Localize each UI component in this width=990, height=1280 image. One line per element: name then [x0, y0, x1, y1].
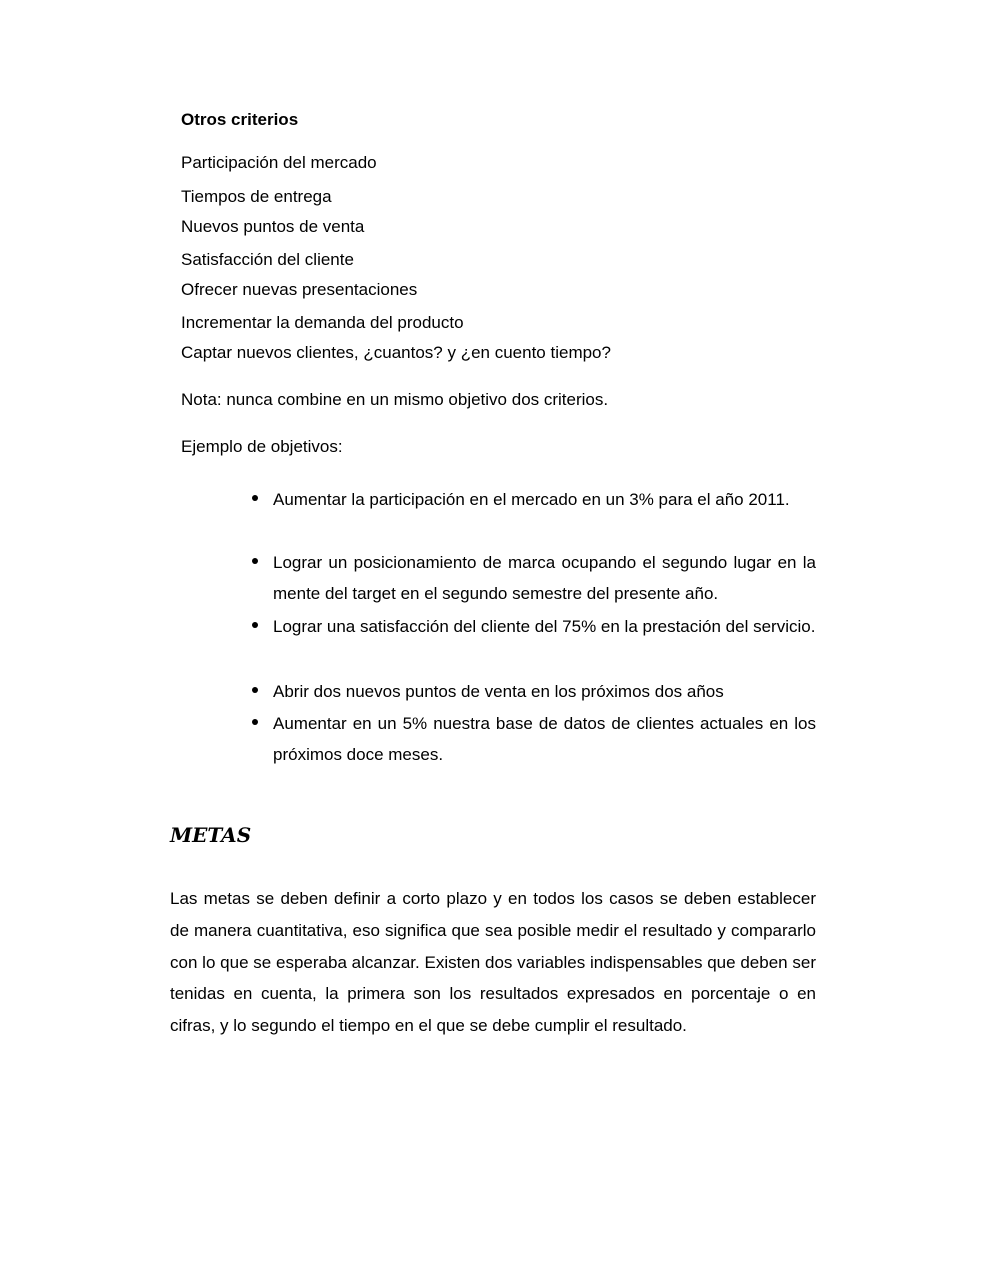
examples-label: Ejemplo de objetivos: [181, 437, 343, 456]
criteria-item: Participación del mercado [181, 153, 377, 172]
objective-text: Lograr un posicionamiento de marca ocupando el segundo lugar en la mente del target en el segundo semestre del presente año. [273, 553, 816, 603]
criteria-item: Satisfacción del cliente [181, 250, 354, 269]
criteria-item: Nuevos puntos de venta [181, 217, 365, 236]
note-text: Nota: nunca combine en un mismo objetivo dos criterios. [181, 390, 609, 409]
bullet-icon [252, 558, 258, 564]
objective-text: Aumentar en un 5% nuestra base de datos de clientes actuales en los próximos doce meses. [273, 714, 816, 764]
bullet-icon [252, 719, 258, 725]
metas-paragraph: Las metas se deben definir a corto plazo y en todos los casos se deben establecer de manera cuantitativa, eso significa que sea posible medir el resultado y compararlo con lo que se esperaba alcanzar. Existen dos variables indispensables que deben ser tenidas en cuenta, la primera son los resultados expresados en porcentaje o en cifras, y lo segundo el tiempo en el que se debe cumplir el resultado. [170, 889, 816, 1036]
bullet-icon [252, 622, 258, 628]
criteria-item: Ofrecer nuevas presentaciones [181, 280, 418, 299]
bullet-icon [252, 687, 258, 693]
objective-item [250, 708, 816, 770]
objective-text: Lograr una satisfacción del cliente del 75% en la prestación del servicio. [273, 617, 816, 636]
bullet-icon [252, 495, 258, 501]
objective-item [250, 611, 816, 642]
objective-text: Aumentar la participación en el mercado en un 3% para el año 2011. [273, 490, 790, 509]
objective-item [250, 484, 816, 515]
objective-text: Abrir dos nuevos puntos de venta en los próximos dos años [273, 682, 724, 701]
objective-item [250, 547, 816, 609]
criteria-heading: Otros criterios [181, 110, 299, 129]
objective-item [250, 676, 816, 707]
criteria-item: Incrementar la demanda del producto [181, 313, 464, 332]
criteria-item: Captar nuevos clientes, ¿cuantos? y ¿en cuento tiempo? [181, 343, 611, 362]
metas-heading: METAS [170, 823, 252, 847]
criteria-item: Tiempos de entrega [181, 187, 332, 206]
